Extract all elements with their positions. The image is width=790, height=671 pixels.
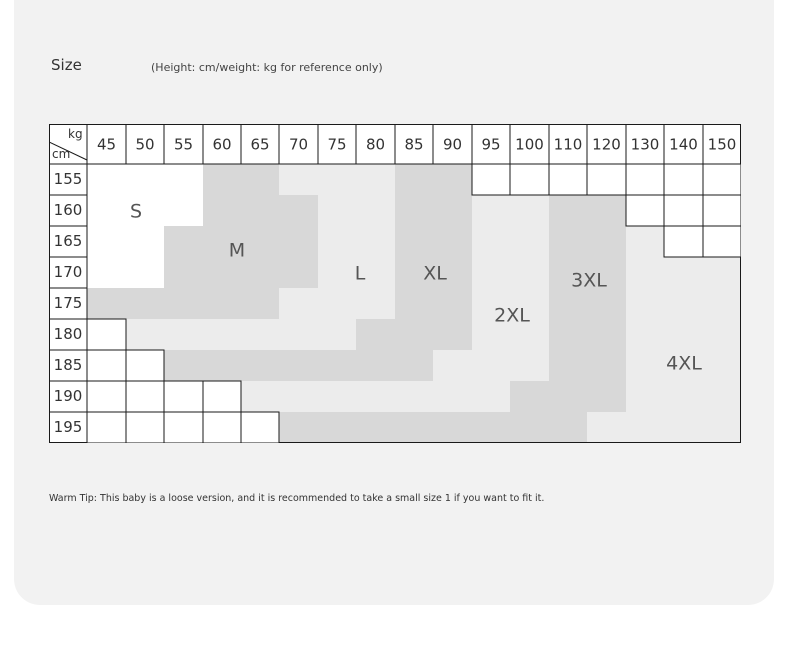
zone-label-4xl: 4XL <box>666 352 702 375</box>
weight-header: 85 <box>404 135 424 154</box>
empty-cell <box>87 412 126 443</box>
empty-cell <box>510 164 549 195</box>
empty-cell <box>664 195 703 226</box>
weight-header: 45 <box>96 135 117 154</box>
height-header: 160 <box>53 201 83 219</box>
size-table <box>49 124 741 443</box>
empty-cell <box>703 164 741 195</box>
size-note: (Height: cm/weight: kg for reference only) <box>151 61 383 74</box>
weight-header: 130 <box>630 135 660 154</box>
warm-tip: Warm Tip: This baby is a loose version, and it is recommended to take a small size 1 if you want to fit it. <box>49 493 545 504</box>
weight-header: 140 <box>669 135 698 154</box>
weight-header: 100 <box>515 135 544 154</box>
weight-header: 90 <box>442 135 463 154</box>
empty-cell <box>87 319 126 350</box>
zone-label-m: M <box>228 239 246 262</box>
weight-header: 65 <box>250 135 270 154</box>
empty-cell <box>664 164 703 195</box>
weight-header: 75 <box>327 135 347 154</box>
height-header: 170 <box>53 263 83 281</box>
size-title: Size <box>51 56 82 74</box>
empty-cell <box>126 412 164 443</box>
height-header: 180 <box>53 325 83 343</box>
empty-cell <box>241 412 279 443</box>
weight-header: 70 <box>288 135 309 154</box>
empty-cell <box>126 381 164 412</box>
empty-cell <box>203 381 241 412</box>
height-header: 190 <box>53 387 83 405</box>
height-header: 175 <box>53 294 83 312</box>
empty-cell <box>164 412 203 443</box>
empty-cell <box>549 164 587 195</box>
empty-cell <box>664 226 703 257</box>
weight-header: 80 <box>365 135 386 154</box>
weight-header: 55 <box>173 135 194 154</box>
weight-header: 60 <box>212 135 232 154</box>
height-header: 165 <box>53 232 83 250</box>
height-header: 185 <box>53 356 83 374</box>
zone-label-2xl: 2XL <box>494 304 530 327</box>
weight-header: 120 <box>592 135 621 154</box>
empty-cell <box>626 164 664 195</box>
empty-cell <box>87 350 126 381</box>
weight-header: 50 <box>135 135 155 154</box>
empty-cell <box>587 164 626 195</box>
empty-cell <box>703 195 741 226</box>
empty-cell <box>626 195 664 226</box>
weight-header: 110 <box>553 135 583 154</box>
zone-label-3xl: 3XL <box>571 269 607 292</box>
zone-label-xl: XL <box>423 262 447 285</box>
empty-cell <box>703 226 741 257</box>
size-table-svg <box>49 124 741 443</box>
weight-header: 150 <box>707 135 737 154</box>
corner-kg-label: kg <box>68 127 83 141</box>
corner-cm-label: cm <box>52 147 71 161</box>
weight-header: 95 <box>481 135 501 154</box>
zone-label-s: S <box>129 200 143 223</box>
height-header: 155 <box>53 170 83 188</box>
empty-cell <box>164 381 203 412</box>
empty-cell <box>472 164 510 195</box>
zone-label-l: L <box>354 262 366 285</box>
empty-cell <box>203 412 241 443</box>
height-header: 195 <box>53 418 83 436</box>
empty-cell <box>126 350 164 381</box>
empty-cell <box>87 381 126 412</box>
